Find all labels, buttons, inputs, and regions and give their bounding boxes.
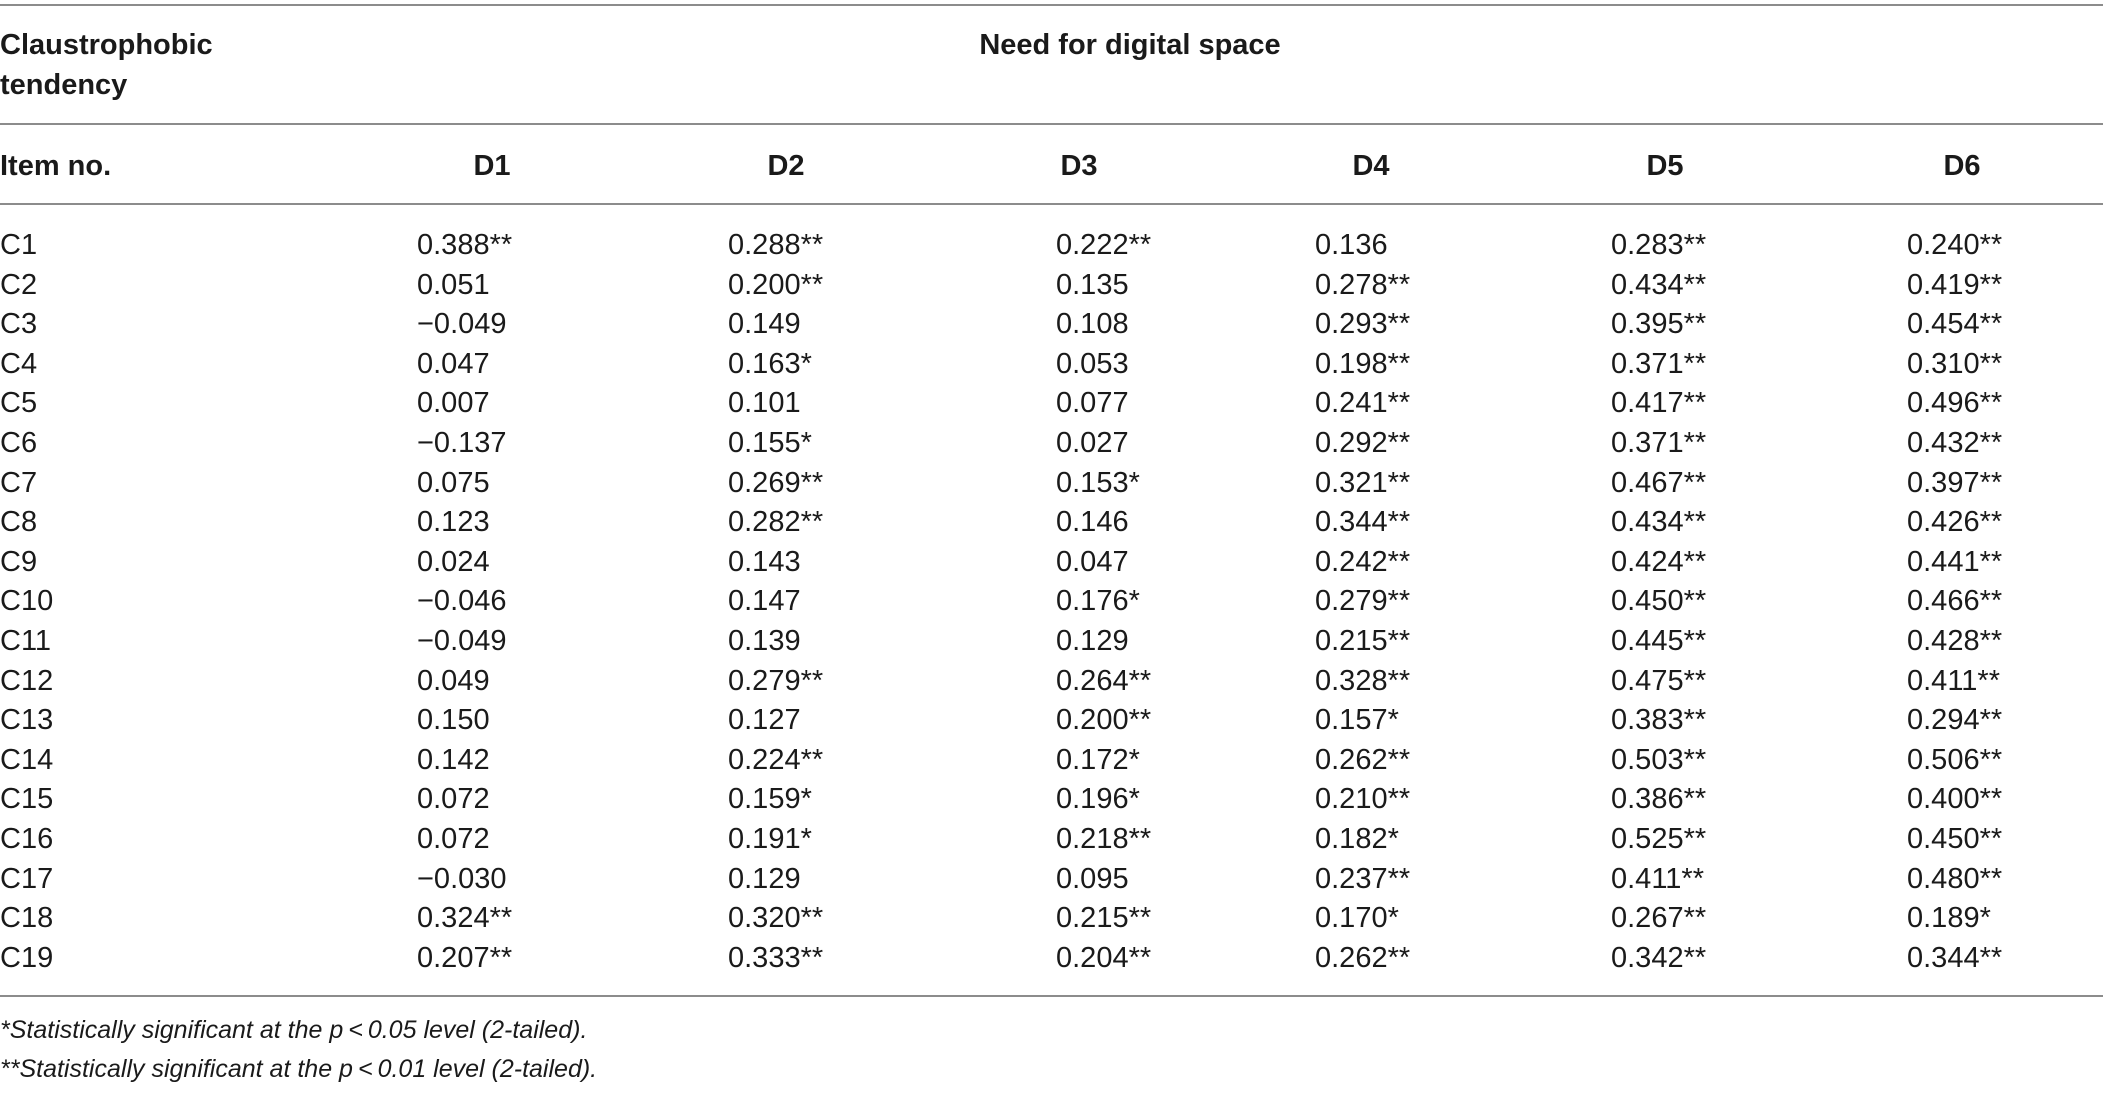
row-label: C4 <box>0 348 38 380</box>
table-cell: 0.278** <box>1315 269 1411 301</box>
table-cell: −0.049 <box>417 625 507 657</box>
row-group-header-line2: tendency <box>0 69 128 101</box>
table-cell: 0.333** <box>728 942 824 974</box>
table-cell: 0.215** <box>1056 902 1152 934</box>
table-cell: 0.072 <box>417 783 490 815</box>
table-cell: 0.279** <box>1315 585 1411 617</box>
bottom-rule <box>0 995 2103 997</box>
table-cell: 0.189* <box>1907 902 1991 934</box>
row-label: C6 <box>0 427 38 459</box>
table-cell: 0.204** <box>1056 942 1152 974</box>
table-cell: 0.450** <box>1907 823 2003 855</box>
table-cell: 0.411** <box>1907 665 2000 697</box>
table-cell: 0.139 <box>728 625 801 657</box>
table-cell: 0.222** <box>1056 229 1152 261</box>
table-cell: 0.215** <box>1315 625 1411 657</box>
table-cell: 0.007 <box>417 387 490 419</box>
row-label: C7 <box>0 467 38 499</box>
table-cell: 0.432** <box>1907 427 2003 459</box>
table-cell: 0.150 <box>417 704 490 736</box>
table-cell: 0.136 <box>1315 229 1388 261</box>
row-label: C13 <box>0 704 54 736</box>
footnote-p05: *Statistically significant at the p < 0.05 level (2-tailed). <box>0 1016 588 1044</box>
row-label: C18 <box>0 902 54 934</box>
table-cell: 0.159* <box>728 783 812 815</box>
table-cell: 0.288** <box>728 229 824 261</box>
table-cell: 0.292** <box>1315 427 1411 459</box>
row-label: C3 <box>0 308 38 340</box>
table-cell: 0.321** <box>1315 467 1411 499</box>
table-cell: 0.172* <box>1056 744 1140 776</box>
table-cell: 0.224** <box>728 744 824 776</box>
table-cell: 0.049 <box>417 665 490 697</box>
table-cell: 0.182* <box>1315 823 1399 855</box>
table-cell: 0.196* <box>1056 783 1140 815</box>
table-cell: 0.388** <box>417 229 513 261</box>
table-cell: 0.454** <box>1907 308 2003 340</box>
row-label: C1 <box>0 229 38 261</box>
row-label: C16 <box>0 823 54 855</box>
table-cell: 0.095 <box>1056 863 1129 895</box>
table-cell: 0.207** <box>417 942 513 974</box>
table-cell: 0.480** <box>1907 863 2003 895</box>
row-label: C17 <box>0 863 54 895</box>
item-header: Item no. <box>0 150 112 182</box>
table-cell: 0.400** <box>1907 783 2003 815</box>
table-cell: 0.282** <box>728 506 824 538</box>
table-cell: 0.445** <box>1611 625 1707 657</box>
table-cell: 0.198** <box>1315 348 1411 380</box>
table-cell: 0.077 <box>1056 387 1129 419</box>
table-cell: 0.129 <box>728 863 801 895</box>
table-cell: −0.046 <box>417 585 507 617</box>
table-cell: 0.108 <box>1056 308 1129 340</box>
table-cell: 0.047 <box>1056 546 1129 578</box>
table-cell: 0.417** <box>1611 387 1707 419</box>
table-cell: 0.441** <box>1907 546 2003 578</box>
table-cell: 0.147 <box>728 585 801 617</box>
table-cell: 0.344** <box>1907 942 2003 974</box>
table-cell: 0.200** <box>728 269 824 301</box>
column-header-d4: D4 <box>1352 150 1390 182</box>
table-cell: 0.269** <box>728 467 824 499</box>
table-cell: 0.237** <box>1315 863 1411 895</box>
table-cell: 0.324** <box>417 902 513 934</box>
table-cell: 0.146 <box>1056 506 1129 538</box>
table-cell: 0.320** <box>728 902 824 934</box>
table-cell: 0.142 <box>417 744 490 776</box>
row-label: C10 <box>0 585 54 617</box>
table-cell: 0.072 <box>417 823 490 855</box>
table-cell: 0.157* <box>1315 704 1399 736</box>
table-cell: 0.123 <box>417 506 490 538</box>
table-cell: 0.342** <box>1611 942 1707 974</box>
table-cell: 0.024 <box>417 546 490 578</box>
table-cell: 0.496** <box>1907 387 2003 419</box>
table-cell: 0.395** <box>1611 308 1707 340</box>
table-cell: 0.383** <box>1611 704 1707 736</box>
table-cell: 0.242** <box>1315 546 1411 578</box>
table-cell: 0.101 <box>728 387 801 419</box>
table-cell: 0.426** <box>1907 506 2003 538</box>
table-cell: 0.371** <box>1611 348 1707 380</box>
footnote-p01: **Statistically significant at the p < 0.01 level (2-tailed). <box>0 1055 598 1083</box>
table-cell: 0.218** <box>1056 823 1152 855</box>
table-cell: 0.310** <box>1907 348 2003 380</box>
table-cell: 0.053 <box>1056 348 1129 380</box>
row-label: C9 <box>0 546 38 578</box>
table-cell: 0.411** <box>1611 863 1704 895</box>
table-cell: 0.153* <box>1056 467 1140 499</box>
row-group-header-line1: Claustrophobic <box>0 29 213 61</box>
table-cell: 0.506** <box>1907 744 2003 776</box>
table-cell: 0.262** <box>1315 744 1411 776</box>
row-label: C5 <box>0 387 38 419</box>
table-cell: 0.525** <box>1611 823 1707 855</box>
table-cell: −0.030 <box>417 863 507 895</box>
table-cell: 0.424** <box>1611 546 1707 578</box>
table-cell: 0.293** <box>1315 308 1411 340</box>
table-cell: 0.191* <box>728 823 812 855</box>
column-header-d2: D2 <box>767 150 805 182</box>
table-cell: 0.279** <box>728 665 824 697</box>
column-header-d6: D6 <box>1943 150 1981 182</box>
table-cell: 0.210** <box>1315 783 1411 815</box>
table-cell: 0.328** <box>1315 665 1411 697</box>
header-rule <box>0 123 2103 125</box>
table-cell: 0.283** <box>1611 229 1707 261</box>
table-cell: 0.419** <box>1907 269 2003 301</box>
table-cell: 0.267** <box>1611 902 1707 934</box>
table-cell: 0.294** <box>1907 704 2003 736</box>
row-label: C15 <box>0 783 54 815</box>
table-cell: 0.434** <box>1611 506 1707 538</box>
table-cell: 0.428** <box>1907 625 2003 657</box>
table-cell: 0.434** <box>1611 269 1707 301</box>
row-label: C11 <box>0 625 52 657</box>
table-cell: −0.137 <box>417 427 507 459</box>
row-label: C2 <box>0 269 38 301</box>
table-cell: 0.200** <box>1056 704 1152 736</box>
table-cell: 0.344** <box>1315 506 1411 538</box>
table-cell: 0.047 <box>417 348 490 380</box>
row-label: C19 <box>0 942 54 974</box>
column-header-d5: D5 <box>1646 150 1684 182</box>
column-header-d3: D3 <box>1060 150 1098 182</box>
table-cell: 0.155* <box>728 427 812 459</box>
table-cell: 0.397** <box>1907 467 2003 499</box>
table-cell: 0.075 <box>417 467 490 499</box>
table-cell: 0.386** <box>1611 783 1707 815</box>
table-cell: 0.371** <box>1611 427 1707 459</box>
column-header-d1: D1 <box>473 150 511 182</box>
top-rule <box>0 4 2103 6</box>
table-cell: 0.127 <box>728 704 801 736</box>
table-cell: 0.051 <box>417 269 490 301</box>
table-cell: 0.170* <box>1315 902 1399 934</box>
table-cell: 0.466** <box>1907 585 2003 617</box>
table-cell: 0.135 <box>1056 269 1129 301</box>
table-cell: 0.027 <box>1056 427 1129 459</box>
table-cell: 0.450** <box>1611 585 1707 617</box>
columns-rule <box>0 203 2103 205</box>
table-cell: 0.163* <box>728 348 812 380</box>
table-cell: 0.176* <box>1056 585 1140 617</box>
row-label: C14 <box>0 744 54 776</box>
table-cell: 0.129 <box>1056 625 1129 657</box>
table-cell: 0.149 <box>728 308 801 340</box>
table-cell: 0.241** <box>1315 387 1411 419</box>
row-label: C8 <box>0 506 38 538</box>
table-cell: 0.264** <box>1056 665 1152 697</box>
row-label: C12 <box>0 665 54 697</box>
table-cell: −0.049 <box>417 308 507 340</box>
col-group-header: Need for digital space <box>979 29 1281 61</box>
table-cell: 0.143 <box>728 546 801 578</box>
table-cell: 0.475** <box>1611 665 1707 697</box>
table-cell: 0.262** <box>1315 942 1411 974</box>
table-cell: 0.467** <box>1611 467 1707 499</box>
table-cell: 0.240** <box>1907 229 2003 261</box>
table-cell: 0.503** <box>1611 744 1707 776</box>
